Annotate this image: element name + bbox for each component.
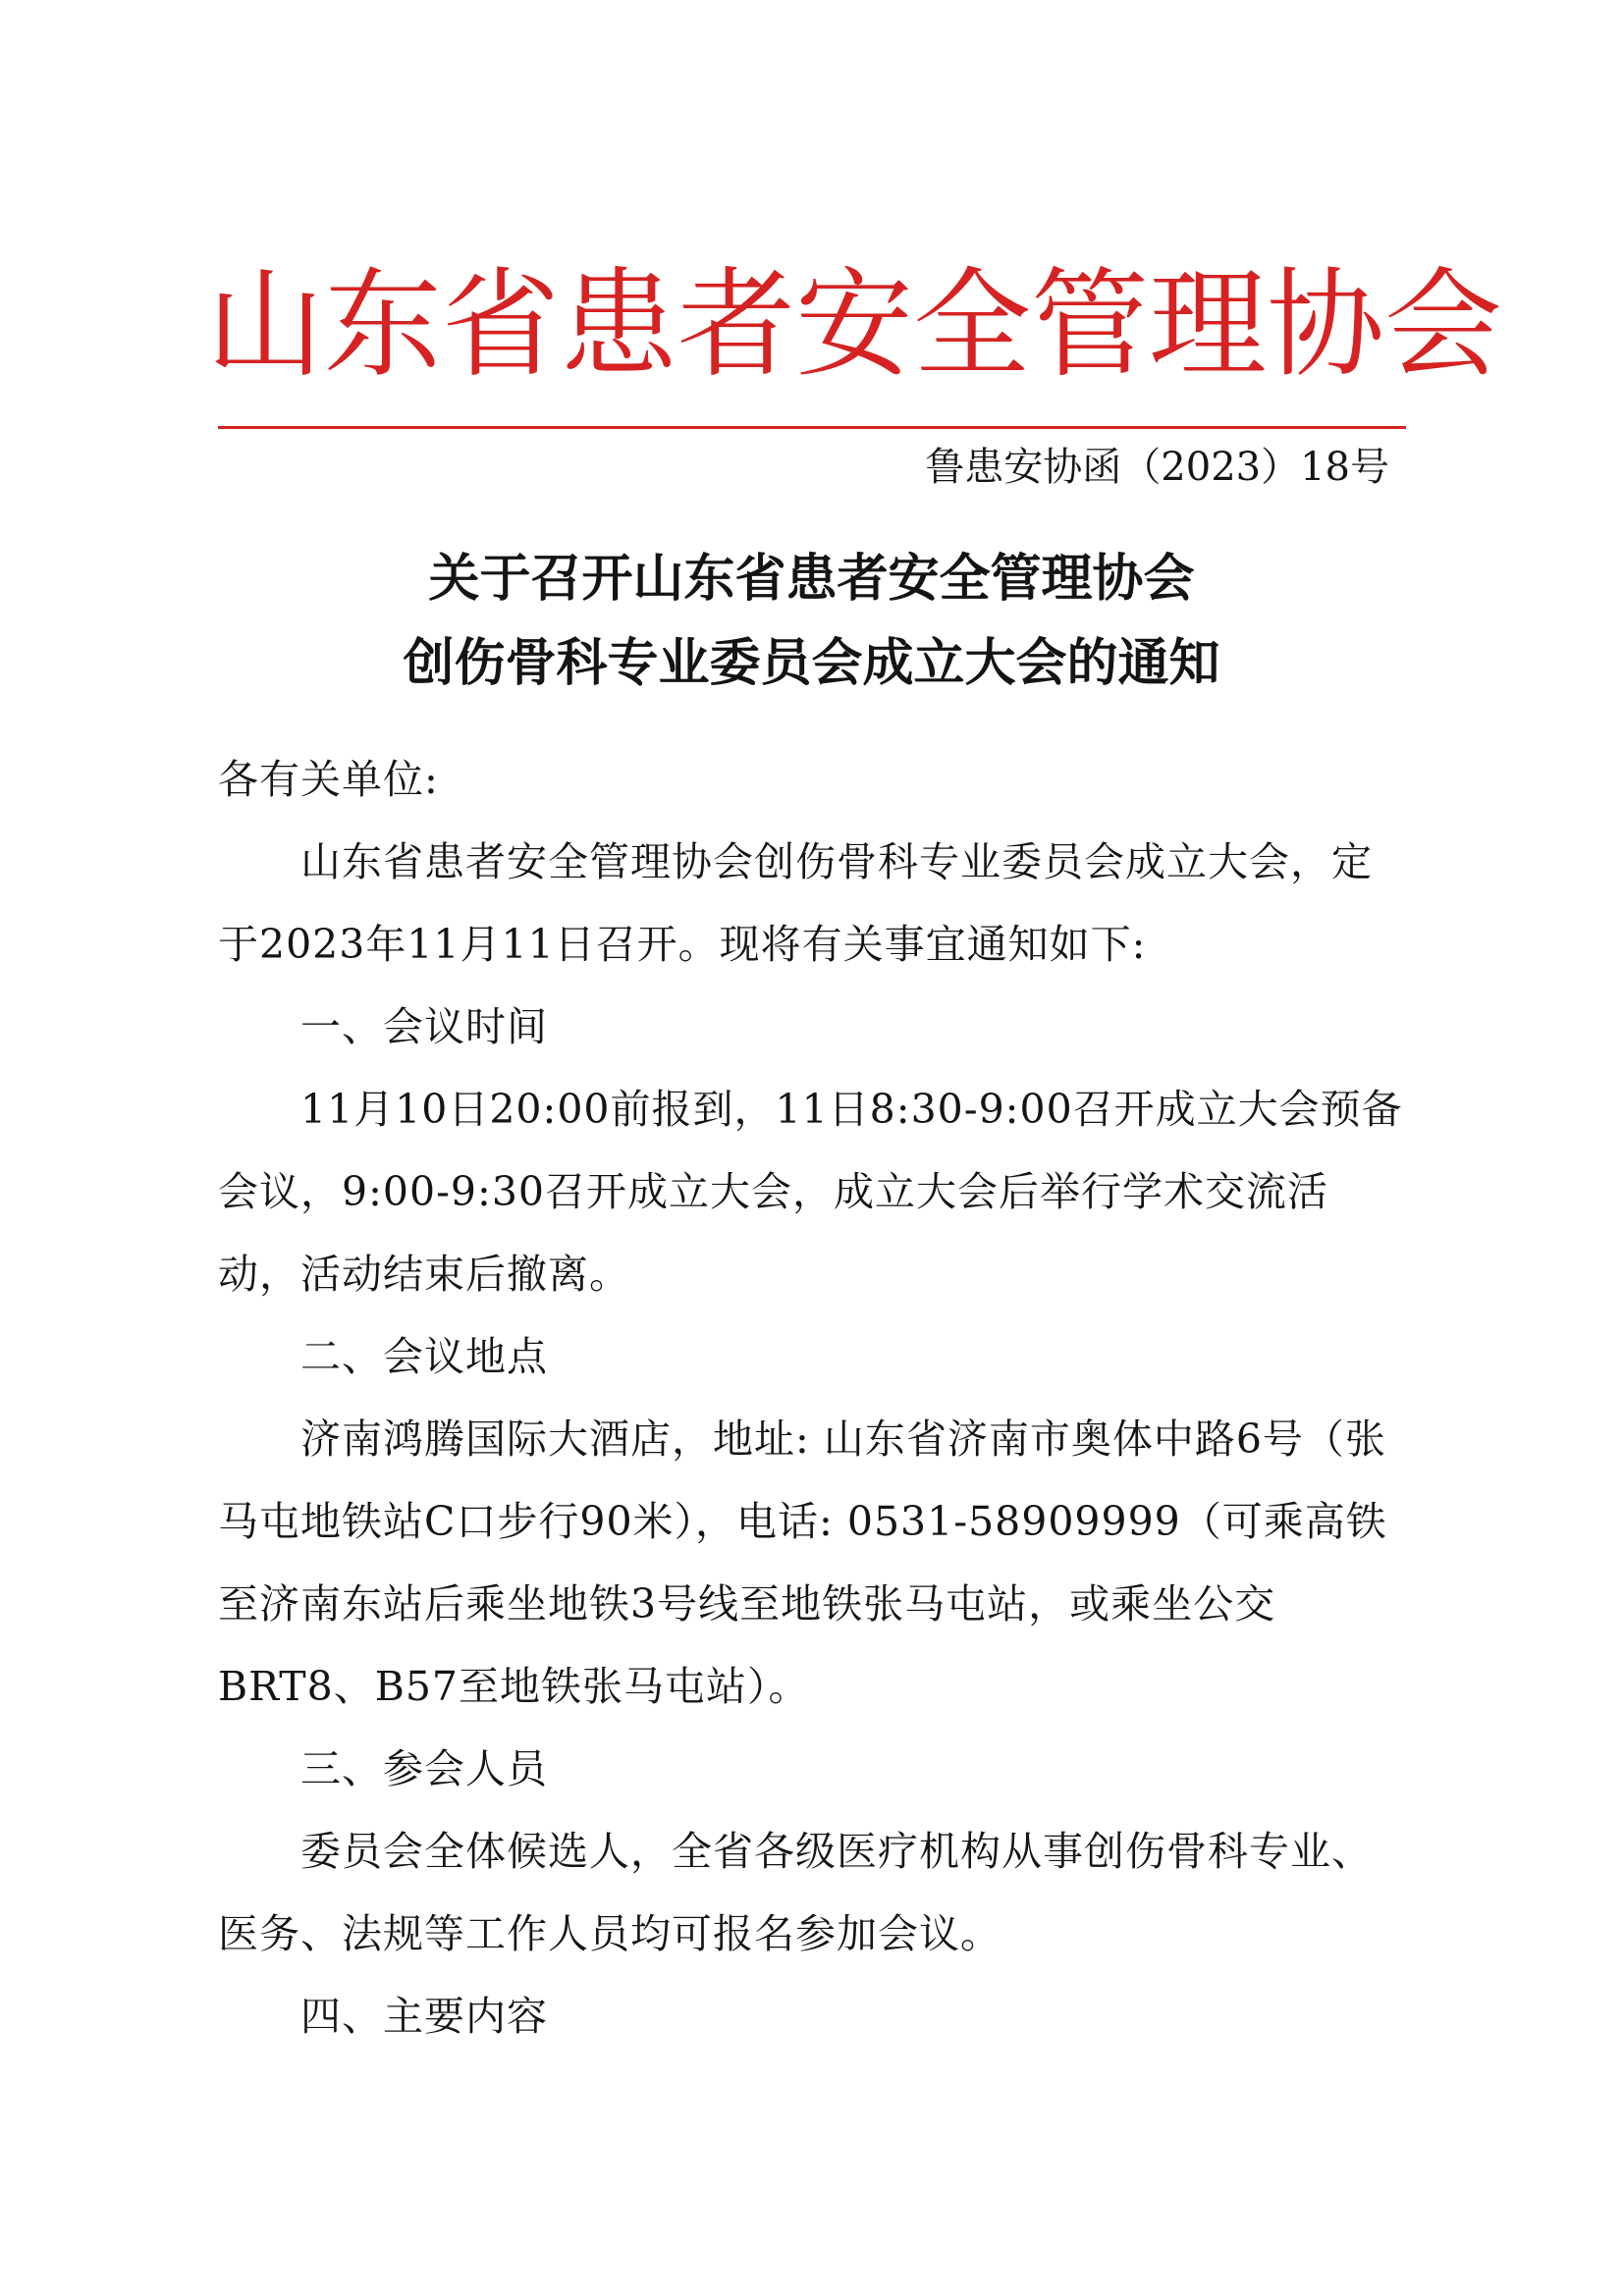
section-heading-meeting-venue: 二、会议地点 xyxy=(300,1333,548,1380)
salutation: 各有关单位: xyxy=(218,756,439,803)
section-text-attendees: 委员会全体候选人，全省各级医疗机构从事创伤骨科专业、医务、法规等工作人员均可报名参加会议。 xyxy=(218,1828,1373,1957)
org-name-char: 东 xyxy=(324,257,442,394)
org-name-char: 理 xyxy=(1149,257,1267,394)
org-name-char: 管 xyxy=(1031,257,1149,394)
org-name-char: 者 xyxy=(677,257,795,394)
section-text-meeting-time: 11月10日20:00前报到，11日8:30-9:00召开成立大会预备会议，9:00-9:30召开成立大会，成立大会后举行学术交流活动，活动结束后撤离。 xyxy=(218,1086,1403,1298)
intro-paragraph: 山东省患者安全管理协会创伤骨科专业委员会成立大会，定于2023年11月11日召开。现将有关事宜通知如下: xyxy=(218,838,1373,968)
section-heading-main-content: 四、主要内容 xyxy=(300,1993,548,2040)
org-name-char: 全 xyxy=(913,257,1031,394)
header-divider xyxy=(218,426,1406,429)
organization-name-header xyxy=(206,257,1502,395)
notice-title-line-2: 创伤骨科专业委员会成立大会的通知 xyxy=(403,634,1220,693)
org-name-char: 安 xyxy=(795,257,913,394)
document-number: 鲁患安协函（2023）18号 xyxy=(925,445,1389,490)
org-name-char: 山 xyxy=(206,257,324,394)
section-heading-meeting-time: 一、会议时间 xyxy=(300,1003,548,1050)
org-name-char: 会 xyxy=(1384,257,1502,394)
notice-title-line-1: 关于召开山东省患者安全管理协会 xyxy=(428,550,1195,609)
org-name-char: 省 xyxy=(442,257,560,394)
section-text-meeting-venue: 济南鸿腾国际大酒店，地址: 山东省济南市奥体中路6号（张马屯地铁站C口步行90米），电话: 0531-58909999（可乘高铁至济南东站后乘坐地铁3号线至地铁张马屯站，或乘坐公交BRT8、B57至地铁张马屯站）。 xyxy=(218,1415,1387,1710)
org-name-char: 患 xyxy=(560,257,677,394)
org-name-char: 协 xyxy=(1267,257,1384,394)
section-heading-attendees: 三、参会人员 xyxy=(300,1745,548,1792)
